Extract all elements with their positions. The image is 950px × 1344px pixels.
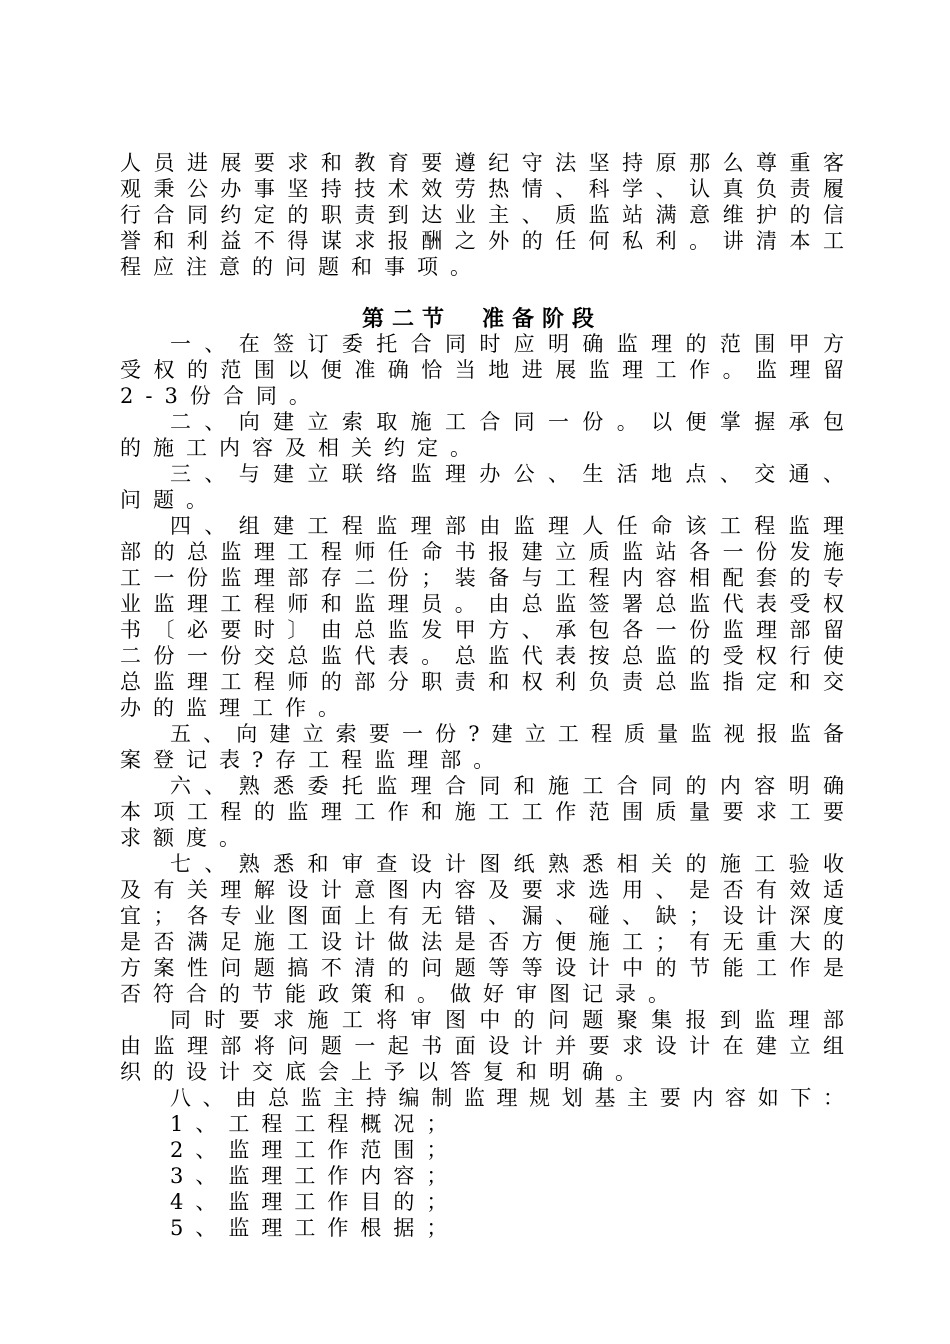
intro-line: 人员进展要求和教育要遵纪守法坚持原那么尊重客 [120, 151, 844, 175]
paragraph-line: 本项工程的监理工作和施工工作范围质量要求工要 [120, 800, 844, 824]
paragraph-line: 案登记表?存工程监理部。 [120, 748, 507, 772]
paragraph-line: 受权的范围以便准确恰当地进展监理工作。监理留 [120, 358, 844, 382]
paragraph-line: 由监理部将问题一起书面设计并要求设计在建立组 [120, 1034, 844, 1058]
paragraph-line: 否符合的节能政策和。做好审图记录。 [120, 982, 681, 1006]
paragraph-line: 求额度。 [120, 826, 252, 850]
paragraph-line: 织的设计交底会上予以答复和明确。 [120, 1060, 648, 1084]
paragraph-line: 2-3份合同。 [120, 384, 322, 408]
paragraph-line: 二、向建立索取施工合同一份。以便掌握承包 [170, 410, 844, 434]
list-item: 3、监理工作内容； [170, 1164, 460, 1188]
paragraph-line: 业监理工程师和监理员。由总监签署总监代表受权 [120, 592, 844, 616]
paragraph-line: 总监理工程师的部分职责和权利负责总监指定和交 [120, 670, 844, 694]
paragraph-line: 及有关理解设计意图内容及要求选用、是否有效适 [120, 878, 844, 902]
paragraph-line: 八、由总监主持编制监理规划基主要内容如下： [170, 1086, 844, 1110]
paragraph-line: 是否满足施工设计做法是否方便施工；有无重大的 [120, 930, 844, 954]
intro-line: 观秉公办事坚持技术效劳热情、科学、认真负责履 [120, 177, 844, 201]
paragraph-line: 宜；各专业图面上有无错、漏、碰、缺；设计深度 [120, 904, 844, 928]
paragraph-line: 部的总监理工程师任命书报建立质监站各一份发施 [120, 540, 844, 564]
paragraph-line: 同时要求施工将审图中的问题聚集报到监理部 [170, 1008, 844, 1032]
paragraph-line: 三、与建立联络监理办公、生活地点、交通、 [170, 462, 844, 486]
section-title: 第二节 准备阶段 [361, 306, 602, 332]
paragraph-line: 七、熟悉和审查设计图纸熟悉相关的施工验收 [170, 852, 844, 876]
paragraph-line: 四、组建工程监理部由监理人任命该工程监理 [170, 514, 844, 538]
list-item: 4、监理工作目的； [170, 1190, 460, 1214]
list-item: 5、监理工作根据； [170, 1216, 460, 1240]
paragraph-line: 五、向建立索要一份?建立工程质量监视报监备 [170, 722, 844, 746]
list-item: 2、监理工作范围； [170, 1138, 460, 1162]
paragraph-line: 问题。 [120, 488, 219, 512]
intro-line: 誉和利益不得谋求报酬之外的任何私利。讲清本工 [120, 229, 844, 253]
paragraph-line: 工一份监理部存二份；装备与工程内容相配套的专 [120, 566, 844, 590]
paragraph-line: 六、熟悉委托监理合同和施工合同的内容明确 [170, 774, 844, 798]
paragraph-line: 书〔必要时〕由总监发甲方、承包各一份监理部留 [120, 618, 844, 642]
paragraph-line: 的施工内容及相关约定。 [120, 436, 483, 460]
intro-line: 行合同约定的职责到达业主、质监站满意维护的信 [120, 203, 844, 227]
paragraph-line: 一、在签订委托合同时应明确监理的范围甲方 [170, 332, 844, 356]
intro-line: 程应注意的问题和事项。 [120, 255, 483, 279]
paragraph-line: 二份一份交总监代表。总监代表按总监的受权行使 [120, 644, 844, 668]
list-item: 1、工程工程概况； [170, 1112, 460, 1136]
paragraph-line: 方案性问题搞不清的问题等等设计中的节能工作是 [120, 956, 844, 980]
paragraph-line: 办的监理工作。 [120, 696, 351, 720]
